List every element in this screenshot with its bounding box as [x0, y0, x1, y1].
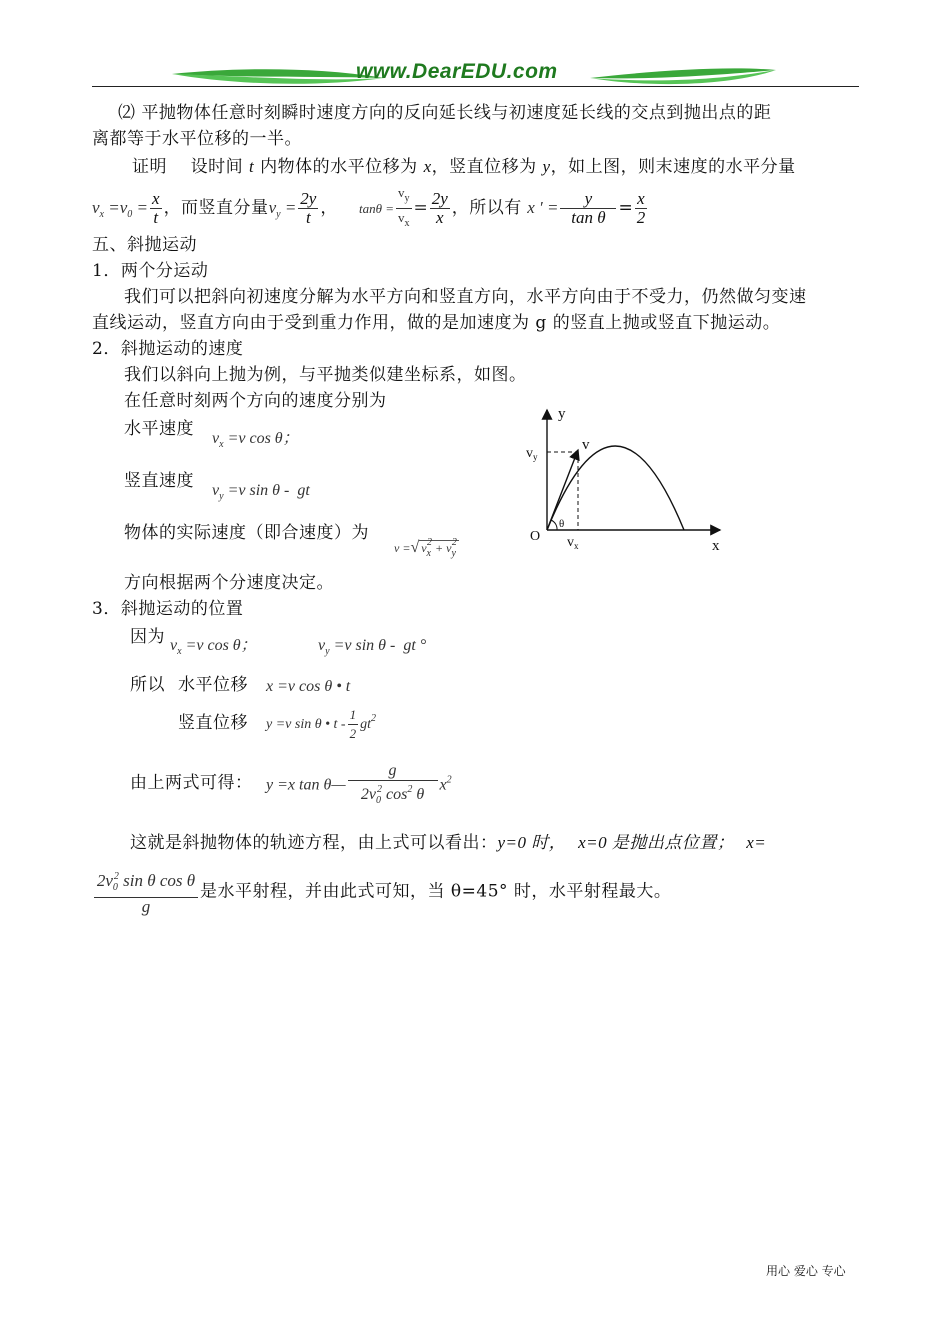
conclusion-x: x=: [746, 833, 767, 852]
conclusion-y0: y=0 时，: [497, 833, 567, 852]
direction-text: 方向根据两个分速度决定。: [124, 573, 334, 593]
formula-frac-vy-vx: $\frac{v_y}{v_x}$: [398, 185, 410, 229]
s1-line2: 直线运动，竖直方向由于受到重力作用，做的是加速度为 g 的竖直上抛或竖直下抛运动。: [92, 313, 781, 333]
vertical-displacement-label: 竖直位移: [178, 713, 248, 733]
fig-vx-label: $v_x$: [567, 535, 579, 551]
proof-var-t: t: [249, 157, 255, 176]
formula-range: $\frac{2v_0^2 \sin \theta \cos \theta}{g}$: [94, 868, 198, 916]
proof-comma2: ，: [320, 198, 338, 218]
proof-text-b: 内物体的水平位移为: [260, 157, 418, 177]
fig-v-label: v: [582, 437, 590, 453]
formula-vx-cos: $v_x =v$ cos θ；: [212, 430, 299, 450]
formula-trajectory: y =x tan θ— $\frac{g}{2v_0^2 \cos^2 \theta}$ $x^2$: [266, 762, 452, 806]
formula-x-disp: x =v cos θ • t: [266, 678, 351, 695]
subsection-1-title: 1．两个分运动: [92, 261, 209, 281]
conclusion-x0: x=0 是抛出点位置；: [578, 833, 735, 852]
formula-frac-2y-t: $\frac{2y}{t}$: [300, 189, 317, 227]
proof-comma1: ，而竖直分量: [163, 198, 269, 218]
proof-label: 证明: [132, 157, 167, 177]
formula-frac-x-t: $\frac{x}{t}$: [152, 189, 160, 227]
formula-frac-y-tan: $\frac{y}{\text{tan θ}}$: [560, 190, 616, 227]
proof-text-d: ，如上图，则末速度的水平分量: [550, 157, 796, 177]
section-5-title: 五、斜抛运动: [92, 235, 197, 255]
formula-frac-x-2: $\frac{x}{2}$: [636, 189, 646, 227]
fig-vy-label: $v_y$: [526, 446, 538, 462]
header-banner: [170, 62, 780, 88]
formula-vy: $v_y$ =: [268, 198, 297, 220]
header-rule: [92, 86, 859, 87]
proof-var-x: x: [423, 157, 432, 176]
derive-label: 由上两式可得：: [130, 773, 253, 793]
projectile-figure: [520, 402, 750, 560]
formula-tan: tanθ =: [358, 201, 394, 216]
conclusion-text-a: 这就是斜抛物体的轨迹方程，由上式可以看出：: [130, 833, 498, 853]
conclusion-line1: [130, 830, 766, 856]
proof-formula-line: $v_x =v_0$ = $\frac{x}{t}$ ，而竖直分量$v_y$ = $\frac{2y}{t}$ ， tanθ = $\frac{v_y}{v_x}$ = $\frac{2y}{x}$ ，所以有 x ′ = $\frac{y}{\text{tan θ}}$ = $\frac{x}{2}$: [92, 184, 649, 233]
proof-var-y: y: [542, 157, 551, 176]
s1-line1: 我们可以把斜向初速度分解为水平方向和竖直方向，水平方向由于不受力，仍然做匀变速: [124, 287, 807, 307]
proof-text-e: ，所以有: [451, 198, 522, 218]
because-label: 因为: [130, 627, 165, 647]
para1-line2: 离都等于水平位移的一半。: [92, 129, 302, 149]
so-label: 所以: [130, 675, 165, 695]
formula-xprime: x ′ =: [527, 198, 559, 217]
vertical-velocity-label: 竖直速度: [124, 471, 194, 491]
trajectory-curve: [547, 446, 684, 530]
formula-frac-2y-x: $\frac{2y}{x}$: [431, 189, 448, 227]
subsection-2-title: 2．斜抛运动的速度: [92, 339, 244, 359]
proof-line: [132, 154, 796, 180]
proof-text-a: 设时间: [190, 157, 244, 177]
footer-text: 用心 爱心 专心: [766, 1264, 846, 1278]
s2-line2: 在任意时刻两个方向的速度分别为: [124, 391, 387, 411]
para1-line1: ⑵ 平抛物体任意时刻瞬时速度方向的反向延长线与初速度延长线的交点到抛出点的距: [118, 103, 772, 123]
fig-x-label: x: [712, 538, 720, 554]
formula-vx-v0: $v_x =v_0$ =: [92, 198, 149, 220]
s2-line1: 我们以斜向上抛为例，与平抛类似建坐标系，如图。: [124, 365, 527, 385]
conclusion-text-b: 是水平射程，并由此式可知，当 θ=45° 时，水平射程最大。: [200, 881, 672, 902]
formula-v-sqrt: v =√ $v_x^2 + v_y^2$: [394, 537, 457, 559]
fig-y-label: y: [558, 406, 566, 422]
horizontal-velocity-label: 水平速度: [124, 419, 194, 439]
horizontal-displacement-label: 水平位移: [178, 675, 248, 695]
fig-theta-label: θ: [559, 518, 565, 530]
theta-arc: [551, 520, 557, 530]
actual-velocity-label: 物体的实际速度（即合速度）为: [124, 523, 369, 543]
trajectory-diagram: [520, 402, 750, 560]
formula-vy-sin: $v_y =v$ sin θ - gt: [212, 482, 310, 502]
fig-o-label: O: [530, 529, 541, 544]
subsection-3-title: 3．斜抛运动的位置: [92, 599, 244, 619]
conclusion-line2: [92, 868, 671, 916]
formula-y-disp: y =v sin θ • t - $\frac{1}{2}$ $gt^2$: [266, 707, 376, 742]
header-site-name[interactable]: www.DearEDU.com: [356, 60, 558, 83]
formula-because-vy: $v_y =v$ sin θ - gt °: [318, 637, 427, 657]
formula-because-vx: $v_x =v$ cos θ；: [170, 637, 257, 657]
proof-text-c: ，竖直位移为: [431, 157, 537, 177]
